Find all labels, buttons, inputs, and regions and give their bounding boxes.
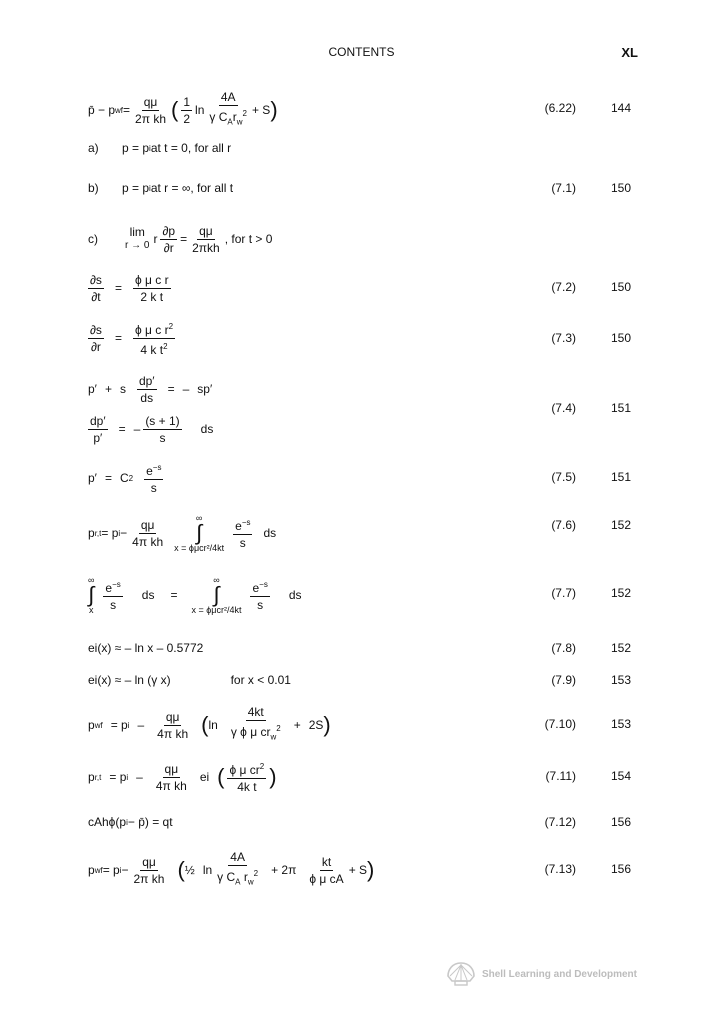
eq-number: (7.2)	[551, 280, 576, 294]
eq-number: (7.6)	[551, 518, 576, 532]
equation-7-4b: $\frac{dp'}{p'}$ = – $\frac{(s + 1)}{s}$ ds	[90, 413, 214, 445]
page-ref: 150	[610, 331, 631, 345]
equation-row-7-13	[88, 850, 633, 890]
page-ref: 156	[610, 862, 631, 876]
page-ref: 154	[610, 769, 631, 783]
eq-number: (7.9)	[551, 673, 576, 687]
equation-row-7-9	[88, 673, 633, 689]
shell-logo-icon	[446, 961, 476, 987]
eq-number: (7.4)	[551, 401, 576, 415]
eq-number: (7.3)	[551, 331, 576, 345]
page-ref: 153	[610, 673, 631, 687]
header-page-number: XL	[621, 45, 638, 60]
equation-7-12: cAhϕ(p i − p̄) = qt	[88, 815, 173, 829]
page-ref: 150	[610, 280, 631, 294]
eq-number: (7.5)	[551, 470, 576, 484]
equation-row-7-6	[88, 508, 633, 558]
condition-b: b) p = p i at r = ∞, for all t	[88, 181, 234, 195]
equation-7-3: $\frac{\partial s}{\partial r}$ = $\frac{\phi \mu c r^2}{4 k t^2}$	[90, 321, 174, 357]
page-ref: 152	[610, 518, 631, 532]
equation-7-10: p wf = p i – $\frac{q\mu}{\text{4π kh}}$ ( ln $\frac{4kt}{\gamma \phi \mu cr_w^2}$ + 2S )	[88, 705, 331, 742]
equation-7-6: p r,t = p i − $\frac{q\mu}{\text{4π kh}}$ ∞ ∫ x = ϕμcr²/4kt $\frac{e^{-s}}{s}$ ds	[88, 513, 277, 553]
equation-row-6-22	[88, 92, 633, 128]
equation-7-12-right: − p̄) = qt	[127, 815, 173, 829]
equation-7-2: $\frac{\partial s}{\partial t}$ = $\frac{\text{ϕ μ c r}}{\text{2 k t}}$	[90, 272, 169, 304]
page-ref: 150	[610, 181, 631, 195]
equation-7-9-cond: for x < 0.01	[230, 673, 291, 687]
footer-branding	[446, 961, 637, 987]
condition-row-a	[88, 141, 633, 157]
equation-7-5: p′ = C 2 $\frac{e^{-s}}{s}$	[88, 463, 162, 495]
equation-6-22: p̄ − p wf = $\frac{q\mu}{\text{2π kh}}$ ( $\frac{1}{2}$ ln $\frac{4A}{\gamma C_Ar_w^2}$ + S )	[88, 90, 278, 127]
page-ref: 151	[610, 401, 631, 415]
eq-number: (7.12)	[544, 815, 576, 829]
equation-7-9-left: ei(x) ≈ – ln (γ x)	[88, 673, 171, 687]
lim-sub: r → 0	[125, 240, 150, 251]
equation-7-8: ei(x) ≈ – ln x – 0.5772	[88, 641, 204, 655]
page-ref: 151	[610, 470, 631, 484]
equation-7-11: p r,t = p i – $\frac{q\mu}{\text{4π kh}}$ ei ( $\frac{\phi \mu cr^2}{\text{4k t}}$ )	[88, 761, 277, 794]
condition-a-text: p = p	[122, 141, 150, 155]
eq-number: (7.7)	[551, 586, 576, 600]
eq-number: (7.8)	[551, 641, 576, 655]
page-ref: 152	[610, 586, 631, 600]
equation-7-13: p wf = p i − $\frac{q\mu}{\text{2π kh}}$ ( ½ ln $\frac{4A}{\gamma C_A r_w^2}$ + 2π $\frac{kt}{\text{ϕ μ cA}}$ + S )	[88, 850, 375, 887]
equation-row-7-4	[88, 372, 633, 448]
condition-c-rest: , for t > 0	[224, 232, 273, 246]
eq-number: (7.11)	[545, 769, 576, 783]
footer-text: Shell Learning and Development	[481, 968, 637, 980]
page-ref: 152	[610, 641, 631, 655]
equation-7-12-left: cAhϕ(p	[88, 815, 127, 829]
label: b)	[88, 181, 99, 195]
condition-b-rest: at r = ∞, for all t	[150, 181, 234, 195]
equation-row-7-11	[88, 757, 633, 797]
header-title: CONTENTS	[328, 45, 395, 59]
condition-row-c	[88, 221, 633, 257]
label: a)	[88, 141, 99, 155]
condition-a: a) p = p i at t = 0, for all r	[88, 141, 232, 155]
label: c)	[88, 232, 98, 246]
condition-a-rest: at t = 0, for all r	[150, 141, 232, 155]
page-ref: 156	[610, 815, 631, 829]
equation-7-4a: p′ + s $\frac{dp'}{ds}$ = – sp′	[88, 373, 213, 405]
equation-7-9	[88, 673, 291, 687]
eq-number: (6.22)	[544, 101, 576, 115]
equation-row-7-12	[88, 815, 633, 831]
equation-row-7-10	[88, 705, 633, 745]
equation-row-7-5	[88, 460, 633, 496]
equation-7-7: ∞ ∫ x $\frac{e^{-s}}{s}$ ds = ∞ ∫ x = ϕμcr²/4kt $\frac{e^{-s}}{s}$ ds	[88, 575, 302, 615]
condition-b-text: p = p	[122, 181, 150, 195]
page-ref: 153	[610, 717, 631, 731]
page-ref: 144	[610, 101, 631, 115]
equation-row-7-3	[88, 320, 633, 356]
eq-number: (7.10)	[544, 717, 576, 731]
equation-row-7-2	[88, 270, 633, 306]
condition-row-b	[88, 181, 633, 197]
lim-text: lim	[129, 225, 145, 239]
condition-c: c) lim r → 0 r $\frac{\partial p}{\partial r}$ = $\frac{q\mu}{\text{2πkh}}$ , for t > 0	[88, 223, 273, 255]
equation-row-7-7	[88, 570, 633, 626]
eq-number: (7.1)	[551, 181, 576, 195]
eq-number: (7.13)	[544, 862, 576, 876]
equation-row-7-8	[88, 641, 633, 657]
